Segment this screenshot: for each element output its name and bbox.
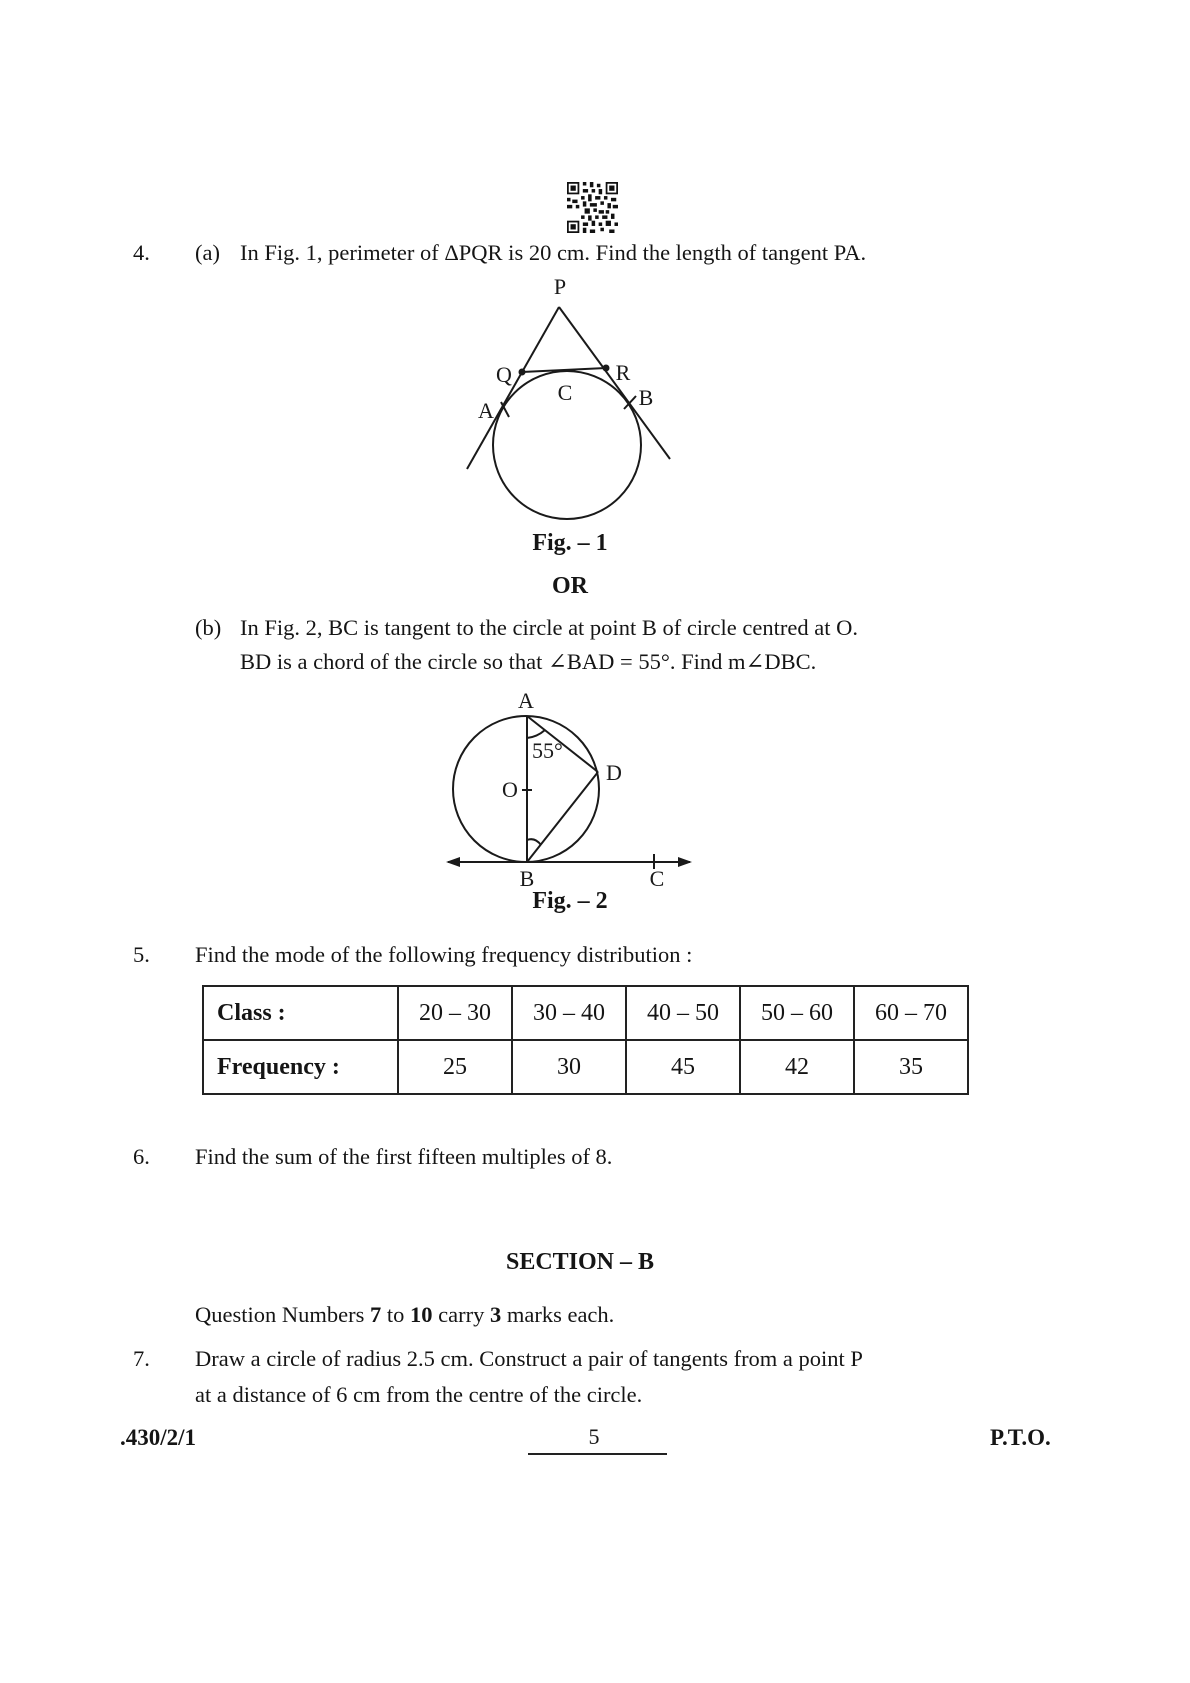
or-separator: OR [552, 573, 588, 599]
section-b-note [195, 1304, 614, 1327]
table-cell: 42 [740, 1040, 854, 1094]
fig2-label-b: B [519, 866, 535, 891]
fig1-label-a: A [478, 398, 494, 423]
note-text: to [381, 1302, 410, 1327]
fig1-label-q: Q [496, 362, 512, 387]
table-cell: 45 [626, 1040, 740, 1094]
table-cell: 25 [398, 1040, 512, 1094]
fig2-drawing [420, 690, 710, 895]
page-number: 5 [588, 1424, 600, 1449]
fig1-caption: Fig. – 1 [532, 530, 608, 556]
q4b-line1: In Fig. 2, BC is tangent to the circle at point B of circle centred at O. [240, 615, 858, 640]
fig2-label-a: A [518, 690, 534, 713]
fig2-arrow-left [446, 857, 460, 867]
q5-number: 5. [133, 942, 150, 967]
fig2-label-c: C [649, 866, 665, 891]
note-text: marks each. [501, 1302, 615, 1327]
table-cell: 30 [512, 1040, 626, 1094]
q4a-label: (a) [195, 240, 220, 265]
frequency-table [202, 985, 969, 1095]
q4b-label: (b) [195, 615, 222, 640]
note-text: carry [432, 1302, 490, 1327]
note-text: Question Numbers [195, 1302, 370, 1327]
paper-code: .430/2/1 [120, 1425, 197, 1450]
fig2-arrow-right [678, 857, 692, 867]
fig2-chord-bd [527, 772, 598, 862]
fig1-label-r: R [615, 360, 631, 385]
q7-line1: Draw a circle of radius 2.5 cm. Construct a pair of tangents from a point P [195, 1346, 863, 1371]
table-cell: 30 – 40 [512, 986, 626, 1040]
fig1-point-r-dot [603, 365, 610, 372]
fig1-tangent-right [559, 307, 670, 459]
q5-text: Find the mode of the following frequency distribution : [195, 942, 693, 967]
table-cell: 60 – 70 [854, 986, 968, 1040]
qr-code [567, 182, 618, 233]
table-cell: 50 – 60 [740, 986, 854, 1040]
table-header-class: Class : [203, 986, 398, 1040]
fig1-label-p: P [553, 274, 567, 299]
q4a-text: In Fig. 1, perimeter of ΔPQR is 20 cm. Find the length of tangent PA. [240, 240, 867, 265]
fig1-point-q-dot [519, 369, 526, 376]
q4-number: 4. [133, 240, 150, 265]
fig2-label-d: D [606, 760, 622, 785]
q6-text: Find the sum of the first fifteen multiples of 8. [195, 1144, 613, 1169]
table-cell: 40 – 50 [626, 986, 740, 1040]
note-bold-7: 7 [369, 1302, 382, 1327]
table-cell: 20 – 30 [398, 986, 512, 1040]
fig2-angle-value: 55° [532, 738, 563, 763]
fig1-label-b: B [638, 385, 654, 410]
note-bold-3: 3 [489, 1302, 502, 1327]
table-row-class [203, 986, 968, 1040]
page-number-underline [528, 1453, 667, 1455]
q4b-line2: BD is a chord of the circle so that ∠BAD = 55°. Find m∠DBC. [240, 649, 817, 674]
q7-number: 7. [133, 1346, 150, 1371]
q6-number: 6. [133, 1144, 150, 1169]
fig2-angle-arc-b [527, 839, 541, 845]
note-bold-10: 10 [410, 1302, 433, 1327]
table-row-frequency [203, 1040, 968, 1094]
section-b-title: SECTION – B [505, 1249, 655, 1275]
fig2-label-o: O [502, 777, 518, 802]
fig1-tangent-left [467, 307, 559, 469]
pto-label: P.T.O. [990, 1425, 1051, 1450]
fig2-angle-arc-a [527, 730, 545, 738]
fig1-drawing [420, 262, 720, 528]
q7-line2: at a distance of 6 cm from the centre of the circle. [195, 1382, 643, 1407]
table-header-frequency: Frequency : [203, 1040, 398, 1094]
fig1-label-c: C [557, 380, 573, 405]
table-cell: 35 [854, 1040, 968, 1094]
fig2-caption: Fig. – 2 [532, 888, 608, 914]
